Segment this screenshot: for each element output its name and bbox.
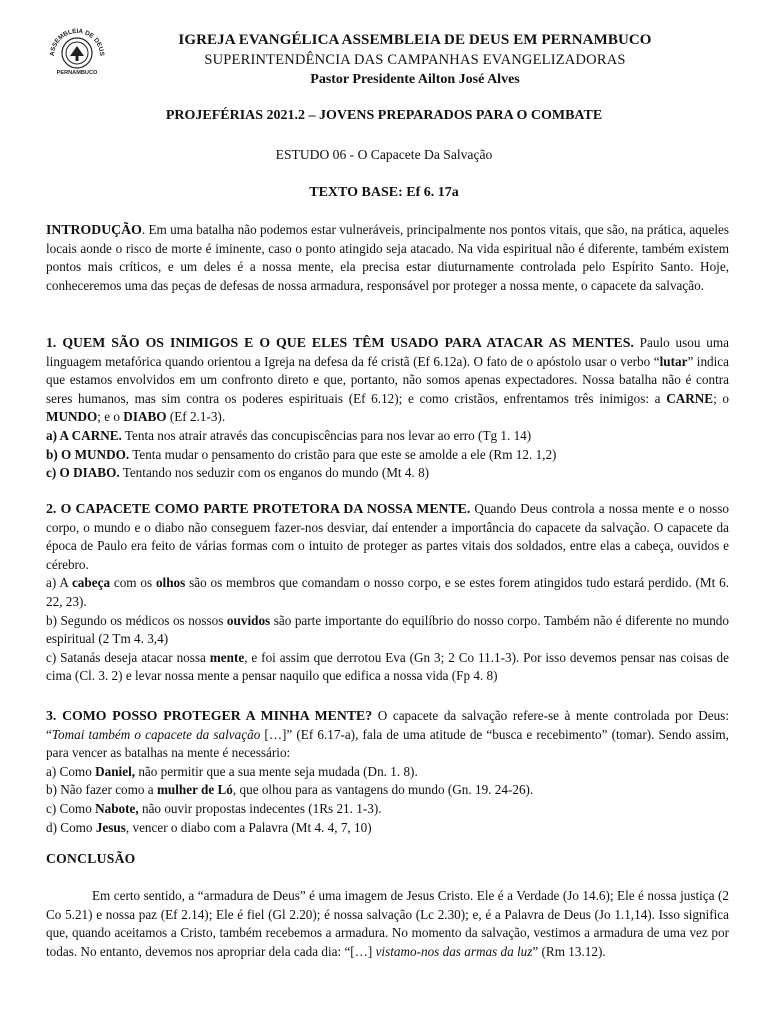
separator-text: ; o	[713, 390, 729, 406]
list-text: Tenta nos atrair através das concupiscências para nos levar ao erro (Tg 1. 14)	[121, 427, 532, 443]
scripture-quote: Tomai também o capacete da salvação	[51, 726, 261, 742]
list-item	[46, 612, 729, 649]
jesus-bold: Jesus	[95, 819, 126, 835]
list-item	[46, 574, 729, 611]
section-3-text: O capacete da salvação refere-se à mente controlada por Deus: “	[46, 708, 729, 742]
list-item	[46, 649, 729, 686]
introduction-paragraph	[46, 221, 729, 295]
conclusion-paragraph	[46, 887, 729, 961]
lutar-bold: lutar	[659, 353, 688, 369]
list-text: a) A	[46, 575, 72, 591]
list-text: , vencer o diabo com a Palavra (Mt 4. 4, 7, 10)	[125, 819, 372, 835]
list-text: c) Como	[46, 800, 96, 816]
list-text: a) Como	[46, 763, 96, 779]
carne-bold: CARNE	[666, 390, 714, 406]
section-1-text: (Ef 2.1-3).	[166, 409, 226, 425]
section-3	[46, 707, 729, 837]
section-2-paragraph	[46, 500, 729, 574]
event-title: PROJEFÉRIAS 2021.2 – JOVENS PREPARADOS PARA O COMBATE	[165, 108, 603, 123]
logo-ring-text: ASSEMBLEIA DE DEUS	[48, 27, 106, 57]
separator-text: ; e o	[97, 409, 124, 425]
section-3-text: […]” (Ef 6.17-a), fala de uma atitude de “busca e recebimento” (tomar). Sendo assim, para vencer as batalhas na mente é necessário:	[46, 726, 729, 761]
nabote-bold: Nabote,	[95, 800, 139, 816]
list-item	[46, 763, 729, 782]
list-item	[46, 446, 729, 465]
header-department: SUPERINTENDÊNCIA DAS CAMPANHAS EVANGELIZADORAS	[204, 52, 626, 68]
list-text: são parte importante do equilíbrio do nosso corpo. Também não é diferente no mundo espiritual (2 Tm 4. 3,4)	[46, 612, 729, 647]
section-2-text: Quando Deus controla a nossa mente e o nosso corpo, o mundo e o diabo não conseguem fazer-nos desviar, daí entender a importância do capacete da salvação. O capacete da época de Paulo era feito de várias formas com o intuito de proteger as partes vitais dos soldados, entre elas a cabeça, ouvidos e cérebro.	[46, 501, 729, 572]
list-text: d) Como	[46, 819, 96, 835]
olhos-bold: olhos	[155, 575, 186, 591]
base-text: TEXTO BASE: Ef 6. 17a	[309, 185, 459, 200]
list-item	[46, 800, 729, 819]
lo-bold: mulher de Ló	[156, 782, 233, 798]
header-pastor: Pastor Presidente Ailton José Alves	[310, 72, 520, 87]
list-text: , que olhou para as vantagens do mundo (Gn. 19. 24-26).	[232, 782, 534, 798]
section-2-heading: 2. O CAPACETE COMO PARTE PROTETORA DA NOSSA MENTE.	[46, 501, 471, 516]
list-text: não ouvir propostas indecentes (1Rs 21. 1-3).	[138, 800, 382, 816]
list-item	[46, 819, 729, 838]
study-title: ESTUDO 06 - O Capacete Da Salvação	[275, 147, 493, 162]
cabeca-bold: cabeça	[71, 575, 111, 591]
list-label: b) O MUNDO.	[46, 446, 130, 462]
section-3-paragraph	[46, 707, 729, 763]
section-1-paragraph	[46, 334, 729, 427]
list-text: Tentando nos seduzir com os enganos do mundo (Mt 4. 8)	[119, 465, 430, 481]
conclusion-quote: vistamo-nos das armas da luz	[375, 943, 533, 959]
ouvidos-bold: ouvidos	[226, 612, 271, 628]
introduction-label: INTRODUÇÃO	[46, 222, 142, 237]
list-item	[46, 781, 729, 800]
logo-bottom-text: PERNAMBUCO	[56, 70, 98, 76]
list-text: b) Não fazer como a	[46, 782, 157, 798]
section-1-text: Paulo usou uma linguagem metafórica quando orientou a Igreja na defesa da fé cristã (Ef 6.12a). O fato de o apóstolo usar o verbo “	[46, 335, 729, 369]
list-text: Tenta mudar o pensamento do cristão para que este se amolde a ele (Rm 12. 1,2)	[129, 446, 557, 462]
section-2	[46, 500, 729, 686]
header-church-name: IGREJA EVANGÉLICA ASSEMBLEIA DE DEUS EM PERNAMBUCO	[178, 32, 652, 48]
section-1-text: ” indica que estamos envolvidos em um confronto direto e que, portanto, não somos apenas expectadores. Nossa batalha não é contra seres humanos, mas sim contra os poderes espirituais (Ef 6.12); e como cristãos, enfrentamos três inimigos: a	[46, 353, 729, 406]
list-text: são os membros que comandam o nosso corpo, e se estes forem atingidos tudo estará perdido. (Mt 6. 22, 23).	[46, 575, 729, 609]
mundo-bold: MUNDO	[46, 409, 98, 425]
list-text: b) Segundo os médicos os nossos	[46, 612, 227, 628]
section-1-heading: 1. QUEM SÃO OS INIMIGOS E O QUE ELES TÊM USADO PARA ATACAR AS MENTES.	[46, 335, 634, 350]
diabo-bold: DIABO	[123, 409, 167, 425]
conclusion-end: ” (Rm 13.12).	[532, 943, 606, 959]
list-label: a) A CARNE.	[46, 427, 122, 443]
list-item	[46, 427, 729, 446]
list-label: c) O DIABO.	[46, 465, 120, 481]
mente-bold: mente	[209, 649, 245, 665]
list-text: c) Satanás deseja atacar nossa	[46, 649, 210, 665]
list-item	[46, 464, 729, 483]
list-text: não permitir que a sua mente seja mudada (Dn. 1. 8).	[135, 763, 418, 779]
daniel-bold: Daniel,	[95, 763, 136, 779]
section-1	[46, 334, 729, 483]
conclusion-text: Em certo sentido, a “armadura de Deus” é uma imagem de Jesus Cristo. Ele é a Verdade (Jo 14.6); Ele é nossa justiça (2 Co 5.21) e nossa paz (Ef 2.14); Ele é fiel (Gl 2.20); é nossa salvação (Lc 2.30); e, é a Palavra de Deus (Jo 1.1,14). Isso significa que, quando aceitamos a Cristo, também recebemos a armadura. No momento da salvação, vestimos a armadura de uma vez por todas. No entanto, devemos nos apropriar dela cada dia: “[…]	[46, 888, 729, 959]
list-text: com os	[110, 575, 156, 591]
church-logo	[46, 26, 108, 76]
conclusion-title: CONCLUSÃO	[46, 851, 136, 866]
introduction-text: . Em uma batalha não podemos estar vulneráveis, principalmente nos pontos vitais, que são, na prática, aqueles locais aonde o risco de morte é iminente, caso o ponto atingido seja atacado. Na vida espiritual não é diferente, também existem pontos mais críticos, e um deles é a nossa mente, ela precisa estar diuturnamente controlada pelo Espírito Santo. Hoje, conheceremos uma das peças de defesas de nossa armadura, responsável por proteger a nossa mente, o capacete da salvação.	[46, 222, 729, 293]
section-3-heading: 3. COMO POSSO PROTEGER A MINHA MENTE?	[46, 708, 373, 723]
list-text: , e foi assim que derrotou Eva (Gn 3; 2 Co 11.1-3). Por isso devemos pensar nas coisas de cima (Cl. 3. 2) e levar nossa mente a pensar naquilo que edifica a nossa vida (Fp 4. 8)	[46, 649, 729, 684]
